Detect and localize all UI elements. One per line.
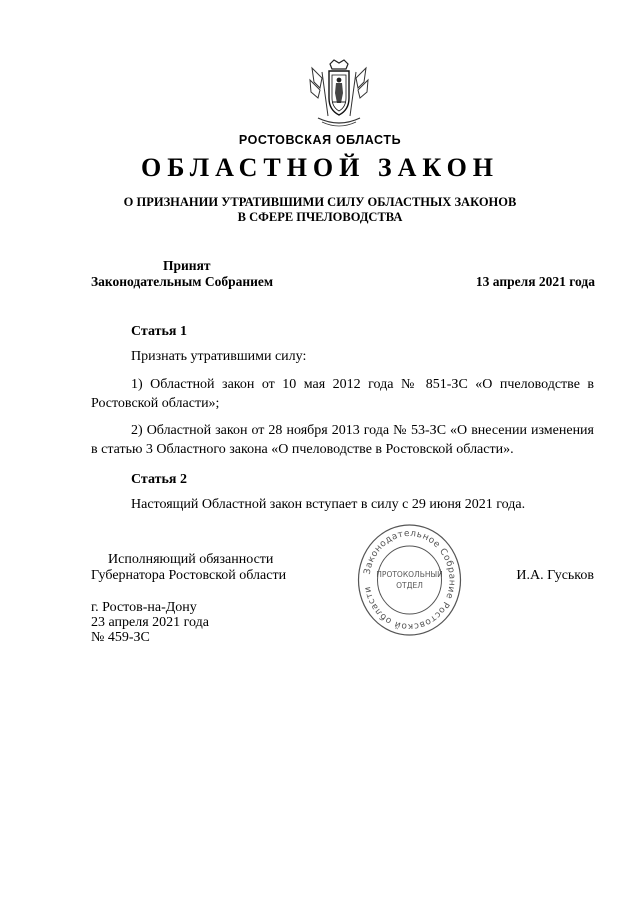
region-name: РОСТОВСКАЯ ОБЛАСТЬ	[238, 133, 402, 147]
article-1-intro: Признать утратившими силу:	[131, 349, 307, 364]
adoption-date: 13 апреля 2021 года	[475, 274, 595, 289]
article-1-item-2: 2) Областной закон от 28 ноября 2013 года № 53-ЗС «О внесении изменения в статью 3 Областного закона «О пчеловодстве в Ростовской области».	[91, 423, 594, 457]
adopted-by: Законодательным Собранием	[91, 274, 274, 289]
stamp-center-line-1: ПРОТОКОЛЬНЫЙ	[376, 570, 443, 579]
signer-position-line-1: Исполняющий обязанности	[108, 552, 274, 567]
stamp-ring-text: Законодательное Собрание Ростовской области	[362, 528, 457, 632]
subtitle-line-2: В СФЕРЕ ПЧЕЛОВОДСТВА	[237, 210, 403, 224]
article-2-text: Настоящий Областной закон вступает в силу с 29 июня 2021 года.	[131, 497, 526, 512]
signer-name: И.А. Гуськов	[516, 568, 594, 583]
svg-text:Законодательное Собрание Росто	[363, 529, 457, 631]
signing-city: г. Ростов-на-Дону	[91, 600, 197, 615]
law-title: ОБЛАСТНОЙ ЗАКОН	[140, 153, 500, 182]
subtitle-line-1: О ПРИЗНАНИИ УТРАТИВШИМИ СИЛУ ОБЛАСТНЫХ ЗАКОНОВ	[123, 195, 517, 209]
coat-of-arms-emblem	[308, 58, 370, 130]
official-stamp	[357, 523, 462, 637]
article-2-heading: Статья 2	[131, 472, 187, 487]
stamp-center-line-2: ОТДЕЛ	[396, 581, 423, 590]
adopted-label: Принят	[163, 258, 211, 273]
law-subtitle	[0, 195, 640, 225]
article-1-item-1: 1) Областной закон от 10 мая 2012 года № 851-ЗС «О пчеловодстве в Ростовской области»;	[91, 377, 594, 411]
article-1-heading: Статья 1	[131, 324, 187, 339]
signing-date: 23 апреля 2021 года	[91, 615, 209, 630]
law-number: № 459-ЗС	[91, 630, 150, 645]
signer-position-line-2: Губернатора Ростовской области	[91, 568, 287, 583]
